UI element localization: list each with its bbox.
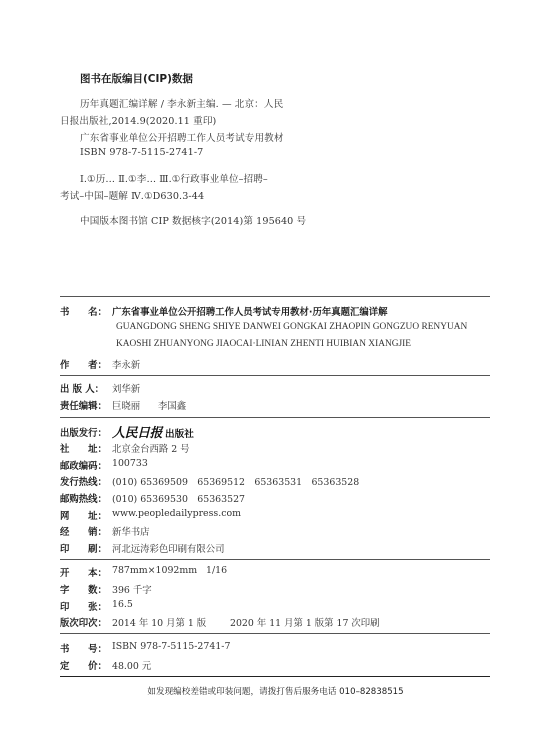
isbn-label: 书 号： [60,644,107,655]
divider [60,633,490,634]
postcode-row [60,458,500,471]
address-label: 社 址： [60,444,107,455]
mail-hotline-value: (010) 65369530 65363527 [112,494,245,505]
author-label: 作 者： [60,360,107,371]
postcode-label: 邮政编码： [60,461,107,472]
divider [60,417,490,418]
issuer-suffix: 出版社 [165,429,194,440]
edition-label: 版次印次： [60,618,107,629]
cip-line-5: Ⅰ.①历… Ⅱ.①李… Ⅲ.①行政事业单位–招聘– [80,174,268,185]
address-row [60,441,500,454]
edition-row [60,615,500,628]
postcode-value: 100733 [112,458,148,469]
words-row [60,582,500,595]
issuer-label: 出版发行： [60,428,107,439]
issue-hotline-value: (010) 65369509 65369512 65363531 65363528 [112,477,360,488]
cip-line-7: 中国版本图书馆 CIP 数据核字(2014)第 195640 号 [80,216,307,227]
publisher-person-value: 刘华新 [112,384,141,395]
issue-hotline-label: 发行热线： [60,477,107,488]
publisher-person-label: 出 版 人： [60,384,105,395]
cip-line-1: 历年真题汇编详解 / 李永新主编. — 北京：人民 [80,99,284,110]
format-value: 787mm×1092mm [112,565,198,576]
editor-label: 责任编辑： [60,401,107,412]
sheets-row [60,599,500,612]
printer-label: 印 刷： [60,544,107,555]
title-pinyin-2: KAOSHI ZHUANYONG JIAOCAI·LINIAN ZHENTI HUIBIAN XIANGJIE [116,339,412,349]
edition-value-2: 2020 年 11 月第 1 版第 17 次印刷 [230,618,380,629]
cip-line-4: ISBN 978-7-5115-2741-7 [80,147,204,158]
title-pinyin-1: GUANGDONG SHENG SHIYE DANWEI GONGKAI ZHAOPIN GONGZUO RENYUAN [116,322,468,332]
website-label: 网 址： [60,511,107,522]
title-row [60,304,500,317]
issuer-row [60,422,500,440]
isbn-row [60,641,500,654]
editor-value-1: 巨晓丽 [112,401,141,412]
address-value: 北京金台西路 2 号 [112,444,190,455]
printer-value: 河北远涛彩色印刷有限公司 [112,544,225,555]
format-label: 开 本： [60,568,107,579]
distributor-value: 新华书店 [112,527,150,538]
title-value: 广东省事业单位公开招聘工作人员考试专用教材·历年真题汇编详解 [112,307,388,318]
publisher-person-row [60,381,500,394]
editor-value-2: 李国鑫 [158,401,187,412]
edition-value-1: 2014 年 10 月第 1 版 [112,618,207,629]
website-value: www.peopledailypress.com [112,508,241,519]
issuer-logo-text: 人民日报 [112,426,163,441]
distributor-label: 经 销： [60,527,107,538]
cip-line-6: 考试–中国–题解 Ⅳ.①D630.3-44 [60,191,205,202]
divider [60,296,490,297]
cip-line-3: 广东省事业单位公开招聘工作人员考试专用教材 [80,133,284,144]
issue-hotline-row [60,474,500,487]
format-fraction: 1/16 [206,565,228,576]
after-sales-notice: 如发现编校差错或印装问题，请拨打售后服务电话 010–82838515 [147,687,404,697]
cip-heading: 图书在版编目(CIP)数据 [80,73,193,85]
divider [60,559,490,560]
website-row [60,508,500,521]
title-label: 书 名： [60,307,107,318]
words-value: 396 千字 [112,585,152,596]
mail-hotline-label: 邮购热线： [60,494,107,505]
price-row [60,658,500,671]
issuer-logo [112,422,194,441]
format-row [60,565,500,578]
cip-line-2: 日报出版社,2014.9(2020.11 重印) [60,116,217,127]
author-value: 李永新 [112,360,141,371]
divider [60,375,490,376]
words-label: 字 数： [60,585,107,596]
price-value: 48.00 元 [112,661,152,672]
isbn-value: ISBN 978-7-5115-2741-7 [112,641,231,652]
author-row [60,357,500,370]
sheets-value: 16.5 [112,599,133,610]
mail-hotline-row [60,491,500,504]
printer-row [60,541,500,554]
editor-row [60,398,500,411]
sheets-label: 印 张： [60,602,107,613]
distributor-row [60,524,500,537]
divider [60,676,490,677]
price-label: 定 价： [60,661,107,672]
